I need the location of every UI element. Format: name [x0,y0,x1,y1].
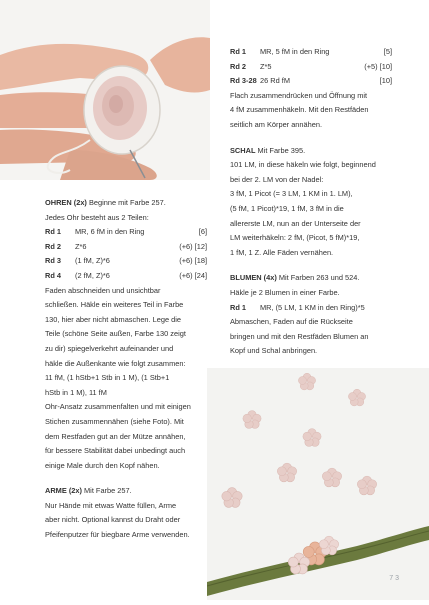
round-instruction: 26 Rd fM [260,76,290,86]
round-instruction: MR, 6 fM in den Ring [75,227,145,237]
round-instruction: MR, (5 LM, 1 KM in den Ring)*5 [260,302,365,312]
flowers-round-row [230,301,392,316]
flowers-text-line: bringen und mit den Restfäden Blumen an [230,331,369,341]
ears-round-row [45,240,207,255]
photo-hand-with-crochet-ear [0,0,210,180]
ears-text-line: hStb in 1 M), 11 fM [45,387,107,397]
round-instruction: (2 fM, Z)*6 [75,270,110,280]
ears-text-line: 130, hier aber nicht abmaschen. Lege die [45,314,181,324]
round-count: [6] [198,227,207,237]
ears-text-line: schließen. Häkle ein weiteres Teil in Farbe [45,300,184,310]
ears-heading-line [45,196,207,211]
flowers-text-line: Abmaschen, Faden auf die Rückseite [230,317,353,327]
arms-text-line: Nur Hände mit etwas Watte füllen, Arme [45,500,177,510]
scarf-text-line: 1 fM, 1 Z. Alle Fäden vernähen. [230,247,334,257]
ears-round-row [45,254,207,269]
ears-line2: Jedes Ohr besteht aus 2 Teilen: [45,212,149,222]
flowers-intro: Mit Farben 263 und 524. [276,273,360,283]
round-count: (+6) [24] [179,270,207,280]
ears-round-row [45,269,207,284]
flowers-heading: BLUMEN (4x) [230,273,277,283]
page-number: 7 3 [389,575,399,582]
ears-text-line: 11 fM, (1 hStb+1 Stb in 1 M), (1 Stb+1 [45,373,170,383]
scarf-text-line: bei der 2. LM von der Nadel: [230,174,324,184]
arms-cont-text-line: Flach zusammendrücken und Öffnung mit [230,90,368,100]
right-column [230,45,392,359]
arms-round-row [230,45,392,60]
scarf-text-line: (5 fM, 1 Picot)*19, 1 fM, 3 fM in die [230,203,344,213]
ears-text-line: Stichen zusammennähen (siehe Foto). Mit [45,416,184,426]
scarf-text-line: allererste LM, nun an der Unterseite der [230,218,361,228]
scarf-heading: SCHAL [230,145,256,155]
round-count: (+6) [12] [179,241,207,251]
round-label: Rd 3 [45,256,62,266]
ears-text-line: Ohr-Ansatz zusammenfalten und mit einigen [45,402,191,412]
ears-text-line: Teile (schöne Seite außen, Farbe 130 zeigt [45,329,186,339]
arms-round-row [230,74,392,89]
round-instruction: Z*6 [75,241,87,251]
scarf-text-line: LM weiterhäkeln: 2 fM, (Picot, 5 fM)*19, [230,233,360,243]
ears-heading: OHREN (2x) [45,198,87,207]
scarf-text-line: 101 LM, in diese häkeln wie folgt, beginnend [230,160,376,170]
ears-text-line: häkle die Außenkante wie folgt zusammen: [45,358,186,368]
round-instruction: (1 fM, Z)*6 [75,256,110,266]
arms-round-row [230,60,392,75]
ears-text-line: zu dir) spiegelverkehrt aufeinander und [45,343,174,353]
arms-text-line: Pfeifenputzer für biegbare Arme verwenden. [45,530,190,540]
round-count: [10] [379,76,392,86]
arms-intro: Mit Farbe 257. [81,486,132,496]
flowers-line2: Häkle je 2 Blumen in einer Farbe. [230,287,340,297]
ears-text-line: Faden abschneiden und unsichtbar [45,285,161,295]
round-label: Rd 1 [230,302,247,312]
flowers-heading-line [230,271,392,286]
ears-intro: Beginne mit Farbe 257. [86,198,166,207]
ears-text-line: einige Male durch den Kopf nähen. [45,460,160,470]
round-instruction: MR, 5 fM in den Ring [260,47,330,56]
round-label: Rd 3-28 [230,76,257,86]
photo-crochet-flowers-and-scarf [207,368,429,600]
ears-text-line: dem Restfaden gut an der Mütze annähen, [45,431,186,441]
round-label: Rd 2 [230,61,247,71]
scarf-heading-line [230,144,392,159]
arms-cont-text-line: seitlich am Körper annähen. [230,119,323,129]
arms-heading: ARME (2x) [45,486,82,496]
round-count: (+6) [18] [179,256,207,266]
round-label: Rd 4 [45,270,62,280]
ears-round-row [45,225,207,240]
arms-text-line: aber nicht. Optional kannst du Draht oder [45,515,181,525]
scarf-intro: Mit Farbe 395. [255,145,306,155]
round-count: [5] [383,47,392,56]
round-instruction: Z*5 [260,61,272,71]
round-count: (+5) [10] [364,61,392,71]
arms-heading-line [45,484,207,499]
left-column [45,196,207,543]
scarf-text-line: 3 fM, 1 Picot (= 3 LM, 1 KM in 1. LM), [230,189,353,199]
flowers-text-line: Kopf und Schal anbringen. [230,346,318,356]
round-label: Rd 2 [45,241,62,251]
arms-cont-text-line: 4 fM zusammenhäkeln. Mit den Restfäden [230,105,369,115]
ears-text-line: für bessere Stabilität dabei unbedingt auch [45,446,186,456]
round-label: Rd 1 [230,47,247,56]
round-label: Rd 1 [45,227,62,237]
